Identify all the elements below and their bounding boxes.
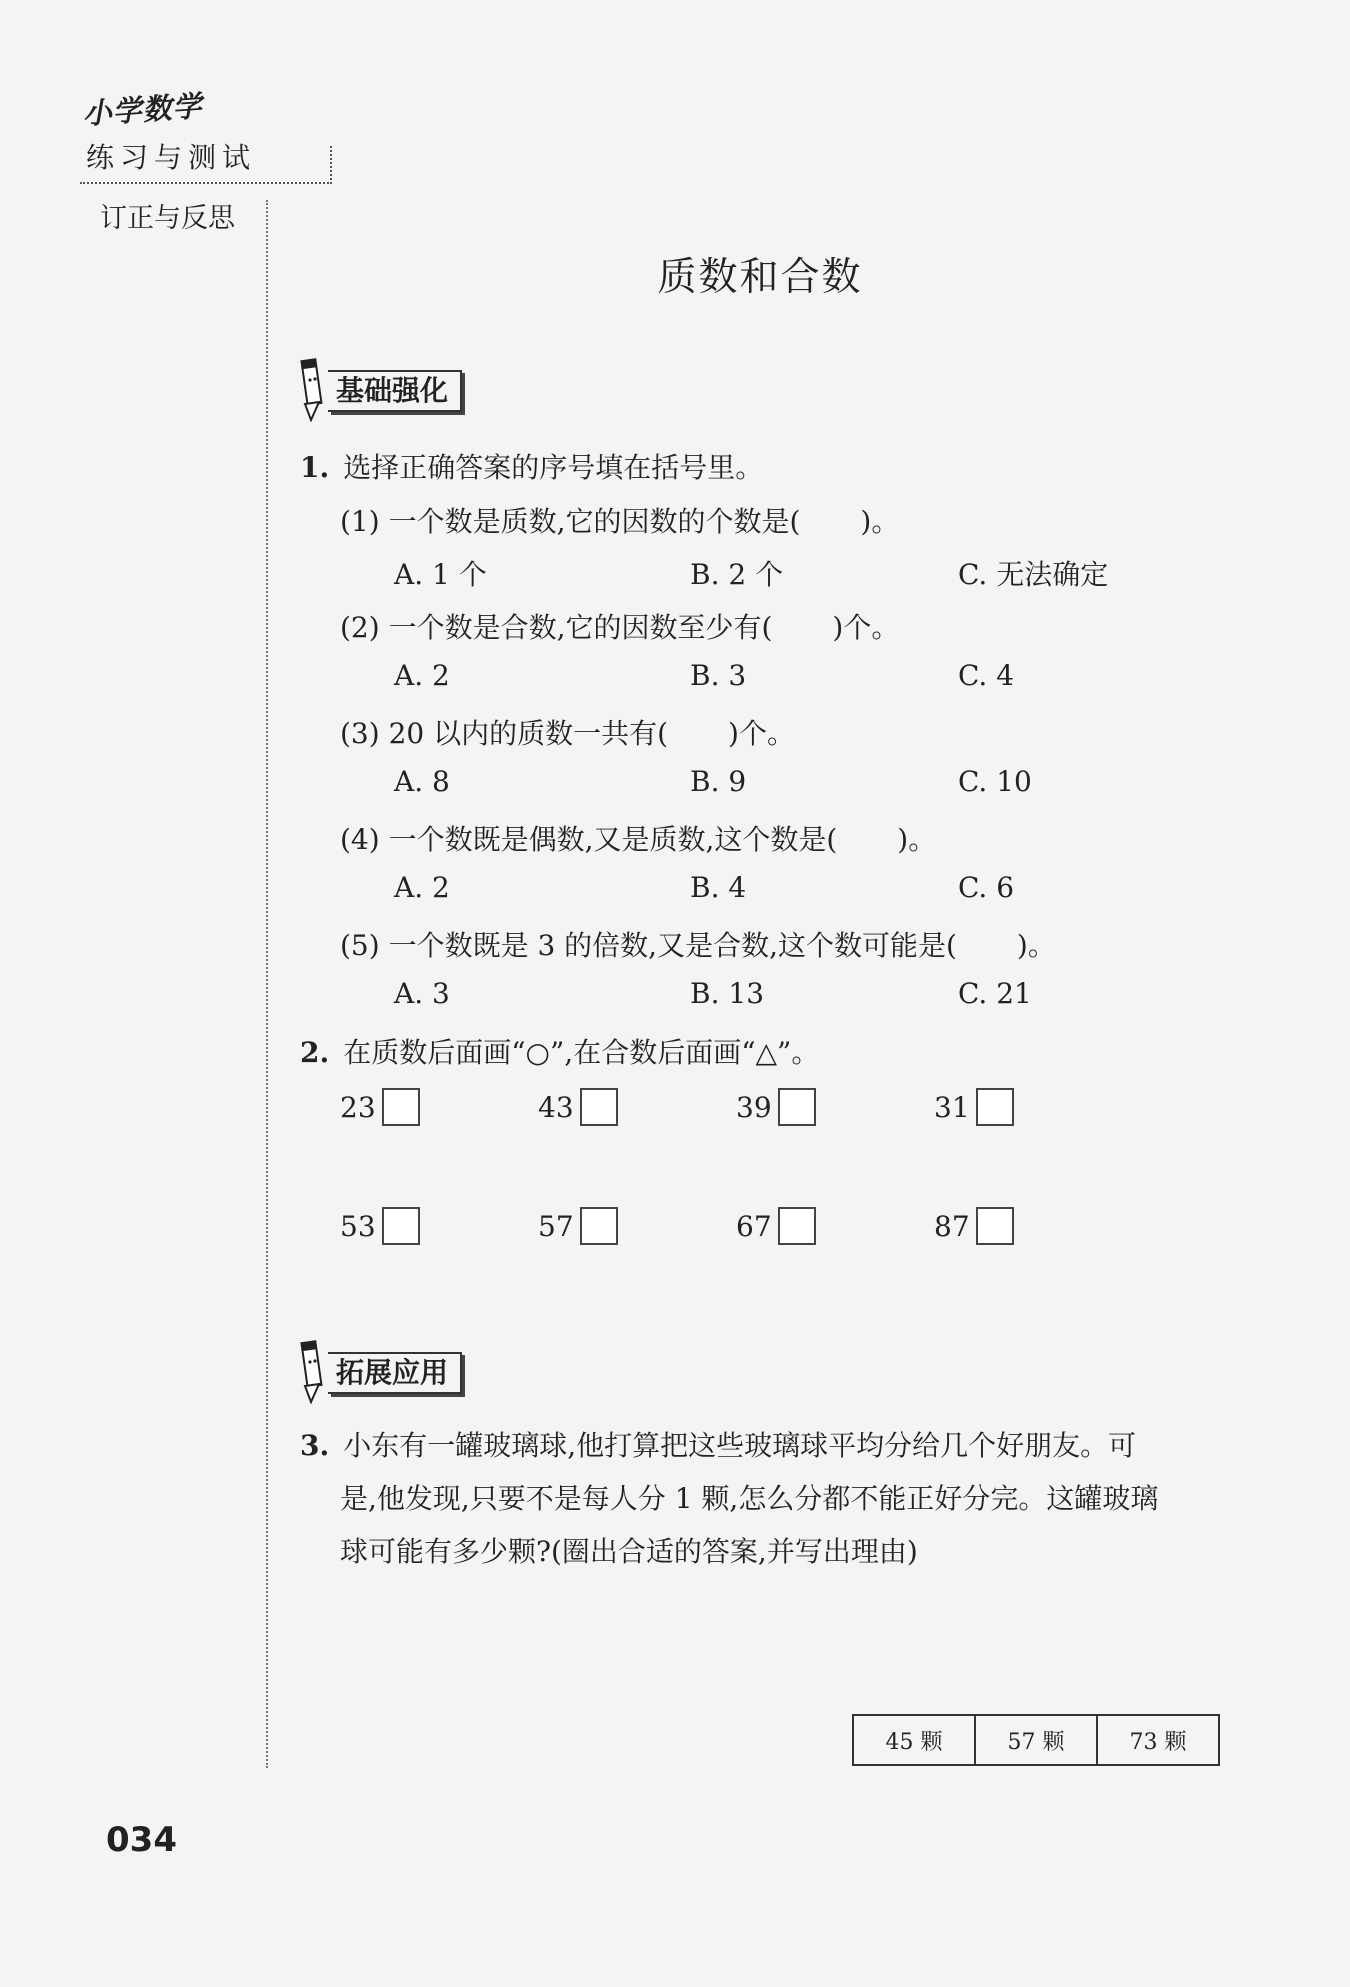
- sidebar-label: 订正与反思: [100, 203, 235, 234]
- q1-sub2-text: (2) 一个数是合数,它的因数至少有(: [340, 611, 773, 644]
- q3-option-45[interactable]: 45 颗: [853, 1715, 975, 1765]
- q1-sub5-option-c[interactable]: C. 21: [958, 977, 1032, 1010]
- q1-sub5-text: (5) 一个数既是 3 的倍数,又是合数,这个数可能是(: [340, 929, 957, 962]
- page-title: 质数和合数: [657, 255, 863, 300]
- section-extension-label: 拓展应用: [328, 1352, 462, 1394]
- q2-item: [340, 1207, 420, 1245]
- q2-number-label: 23: [340, 1090, 376, 1124]
- q1-sub1-option-a[interactable]: A. 1 个: [394, 558, 487, 591]
- q2-item: [340, 1088, 420, 1126]
- q2-item: [934, 1088, 1014, 1126]
- q1-sub4-option-c[interactable]: C. 6: [958, 871, 1015, 904]
- q1-sub4-option-b[interactable]: B. 4: [690, 871, 747, 904]
- q1-sub3-option-b[interactable]: B. 9: [690, 765, 747, 798]
- q2-number-label: 57: [538, 1209, 574, 1243]
- q1-sub5-option-a[interactable]: A. 3: [394, 977, 450, 1010]
- q3-text-line3: 球可能有多少颗?(圈出合适的答案,并写出理由): [340, 1535, 918, 1568]
- q2-item: [538, 1088, 618, 1126]
- q2-number-label: 87: [934, 1209, 970, 1243]
- answer-box[interactable]: [778, 1088, 816, 1126]
- answer-box[interactable]: [580, 1207, 618, 1245]
- q3-option-73[interactable]: 73 颗: [1097, 1715, 1219, 1765]
- q2-text: 在质数后面画“○”,在合数后面画“△”。: [343, 1036, 820, 1069]
- q2-stem: [300, 1031, 819, 1071]
- q1-sub1-end: )。: [860, 505, 900, 538]
- q1-stem: [300, 446, 763, 486]
- q2-item: [538, 1207, 618, 1245]
- q1-text: 选择正确答案的序号填在括号里。: [343, 451, 764, 484]
- q1-number: 1.: [300, 451, 330, 484]
- q3-answer-options: [852, 1714, 1220, 1766]
- q3-text-line1: 小东有一罐玻璃球,他打算把这些玻璃球平均分给几个好朋友。可: [343, 1429, 1137, 1462]
- q1-sub2-option-c[interactable]: C. 4: [958, 659, 1015, 692]
- q1-sub2-option-a[interactable]: A. 2: [394, 659, 450, 692]
- q1-sub3-text: (3) 20 以内的质数一共有(: [340, 717, 669, 750]
- q2-number-label: 53: [340, 1209, 376, 1243]
- answer-box[interactable]: [976, 1207, 1014, 1245]
- q1-sub3-end: )个。: [728, 717, 795, 750]
- q1-sub4: [340, 818, 936, 858]
- pencil-icon: [300, 1338, 324, 1404]
- answer-box[interactable]: [382, 1207, 420, 1245]
- section-basic-tag: [300, 356, 462, 422]
- q3-option-57[interactable]: 57 颗: [975, 1715, 1097, 1765]
- q1-sub3: [340, 712, 795, 752]
- q2-number-label: 31: [934, 1090, 970, 1124]
- q2-number-label: 39: [736, 1090, 772, 1124]
- answer-box[interactable]: [976, 1088, 1014, 1126]
- margin-divider: [266, 200, 268, 1768]
- q3-text-line2: 是,他发现,只要不是每人分 1 颗,怎么分都不能正好分完。这罐玻璃: [340, 1482, 1159, 1515]
- q1-sub5: [340, 924, 1056, 964]
- q1-sub4-text: (4) 一个数既是偶数,又是质数,这个数是(: [340, 823, 838, 856]
- q3-line1: [300, 1424, 1136, 1464]
- q1-sub1: [340, 500, 899, 540]
- answer-box[interactable]: [382, 1088, 420, 1126]
- q2-item: [736, 1207, 816, 1245]
- q1-sub1-option-b[interactable]: B. 2 个: [690, 558, 784, 591]
- q1-sub1-text: (1) 一个数是质数,它的因数的个数是(: [340, 505, 801, 538]
- page-number: 034: [106, 1820, 177, 1860]
- q2-number: 2.: [300, 1036, 330, 1069]
- q1-sub3-option-c[interactable]: C. 10: [958, 765, 1032, 798]
- series-title: 小学数学: [81, 88, 204, 132]
- q2-item: [934, 1207, 1014, 1245]
- q3-number: 3.: [300, 1429, 330, 1462]
- q1-sub4-end: )。: [897, 823, 937, 856]
- pencil-icon: [300, 356, 324, 422]
- answer-box[interactable]: [580, 1088, 618, 1126]
- section-extension-tag: [300, 1338, 462, 1404]
- q1-sub4-option-a[interactable]: A. 2: [394, 871, 450, 904]
- q1-sub2: [340, 606, 899, 646]
- q2-number-label: 67: [736, 1209, 772, 1243]
- q1-sub5-end: )。: [1016, 929, 1056, 962]
- series-subtitle: 练习与测试: [86, 141, 257, 174]
- q2-item: [736, 1088, 816, 1126]
- q1-sub1-option-c[interactable]: C. 无法确定: [958, 558, 1109, 591]
- answer-box[interactable]: [778, 1207, 816, 1245]
- q2-number-label: 43: [538, 1090, 574, 1124]
- q1-sub2-option-b[interactable]: B. 3: [690, 659, 747, 692]
- q1-sub3-option-a[interactable]: A. 8: [394, 765, 450, 798]
- q1-sub5-option-b[interactable]: B. 13: [690, 977, 765, 1010]
- section-basic-label: 基础强化: [328, 370, 462, 412]
- q1-sub2-end: )个。: [832, 611, 900, 644]
